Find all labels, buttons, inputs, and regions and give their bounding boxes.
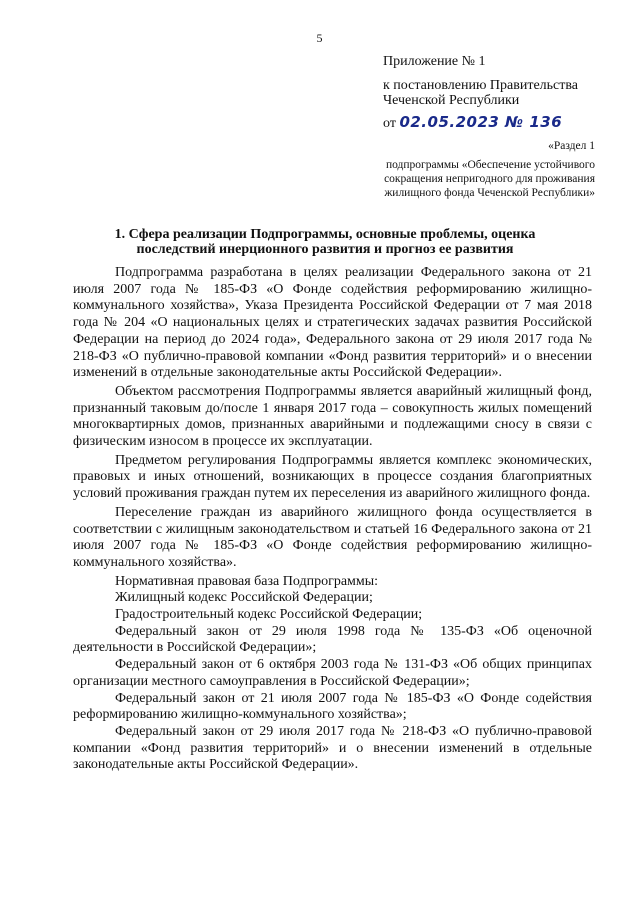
list-item-law-185: Федеральный закон от 21 июля 2007 года № 185-ФЗ «О Фонде содействия реформированию жилищно-коммунального хозяйства»; — [73, 690, 592, 723]
paragraph-legal-basis: Нормативная правовая база Подпрограммы: — [115, 573, 379, 589]
subprogram-title: подпрограммы «Обеспечение устойчивого сокращения непригодного для проживания жилищного фонда Чеченской Республики» — [384, 159, 595, 199]
list-item-law-135: Федеральный закон от 29 июля 1998 года № 135-ФЗ «Об оценочной деятельности в Российской Федерации»; — [73, 623, 592, 656]
paragraph-purpose: Подпрограмма разработана в целях реализации Федерального закона от 21 июля 2007 года № 185-ФЗ «О Фонде содействия реформированию жилищно-коммунального хозяйства», Указа Президента Российской Федерации от 7 мая 2018 года № 204 «О национальных целях и стратегических задачах развития Российской Федерации на период до 2024 года», Федерального закона от 29 июля 2017 года № 218-ФЗ «О публично-правовой компании «Фонд развития территорий» и о внесении изменений в отдельные законодательные акты Российской Федерации». — [73, 265, 592, 381]
paragraph-resettlement: Переселение граждан из аварийного жилищного фонда осуществляется в соответствии с жилищным законодательством и статьей 16 Федерального закона от 21 июля 2007 года № 185-ФЗ «О Фонде содействия реформированию жилищно-коммунального хозяйства». — [73, 504, 592, 570]
document-body — [73, 265, 592, 774]
section-reference: «Раздел 1 — [548, 140, 595, 152]
appendix-resolution-line: к постановлению Правительства — [383, 78, 579, 93]
list-item-law-131: Федеральный закон от 6 октября 2003 года № 131-ФЗ «Об общих принципах организации местного самоуправления в Российской Федерации»; — [73, 657, 592, 689]
appendix-government-line: Чеченской Республики — [383, 93, 520, 108]
handwritten-date-number: 02.05.2023 № 136 — [399, 113, 563, 131]
page-number: 5 — [316, 31, 323, 45]
paragraph-object: Объектом рассмотрения Подпрограммы является аварийный жилищный фонд, признанный таковым до/после 1 января 2017 года – совокупность жилых помещений многоквартирных домов, признанных аварийными и подлежащими сносу в связи с физическим износом в процессе их эксплуатации. — [73, 383, 592, 450]
list-item-housing-code: Жилищный кодекс Российской Федерации; — [115, 590, 373, 606]
date-prefix: от — [383, 116, 396, 131]
section-heading: 1. Сфера реализации Подпрограммы, основные проблемы, оценка последствий инерционного развития и прогноз ее развития — [114, 227, 536, 257]
appendix-date-line — [383, 114, 562, 132]
paragraph-subject: Предметом регулирования Подпрограммы является комплекс экономических, правовых и иных отношений, возникающих в процессе создания благоприятных условий проживания граждан путем их переселения из аварийного жилищного фонда. — [73, 452, 592, 502]
list-item-law-218: Федеральный закон от 29 июля 2017 года № 218-ФЗ «О публично-правовой компании «Фонд развития территорий» и о внесении изменений в отдельные законодательные акты Российской Федерации». — [73, 723, 592, 773]
list-item-urban-planning-code: Градостроительный кодекс Российской Федерации; — [115, 607, 423, 623]
appendix-title: Приложение № 1 — [383, 54, 486, 69]
